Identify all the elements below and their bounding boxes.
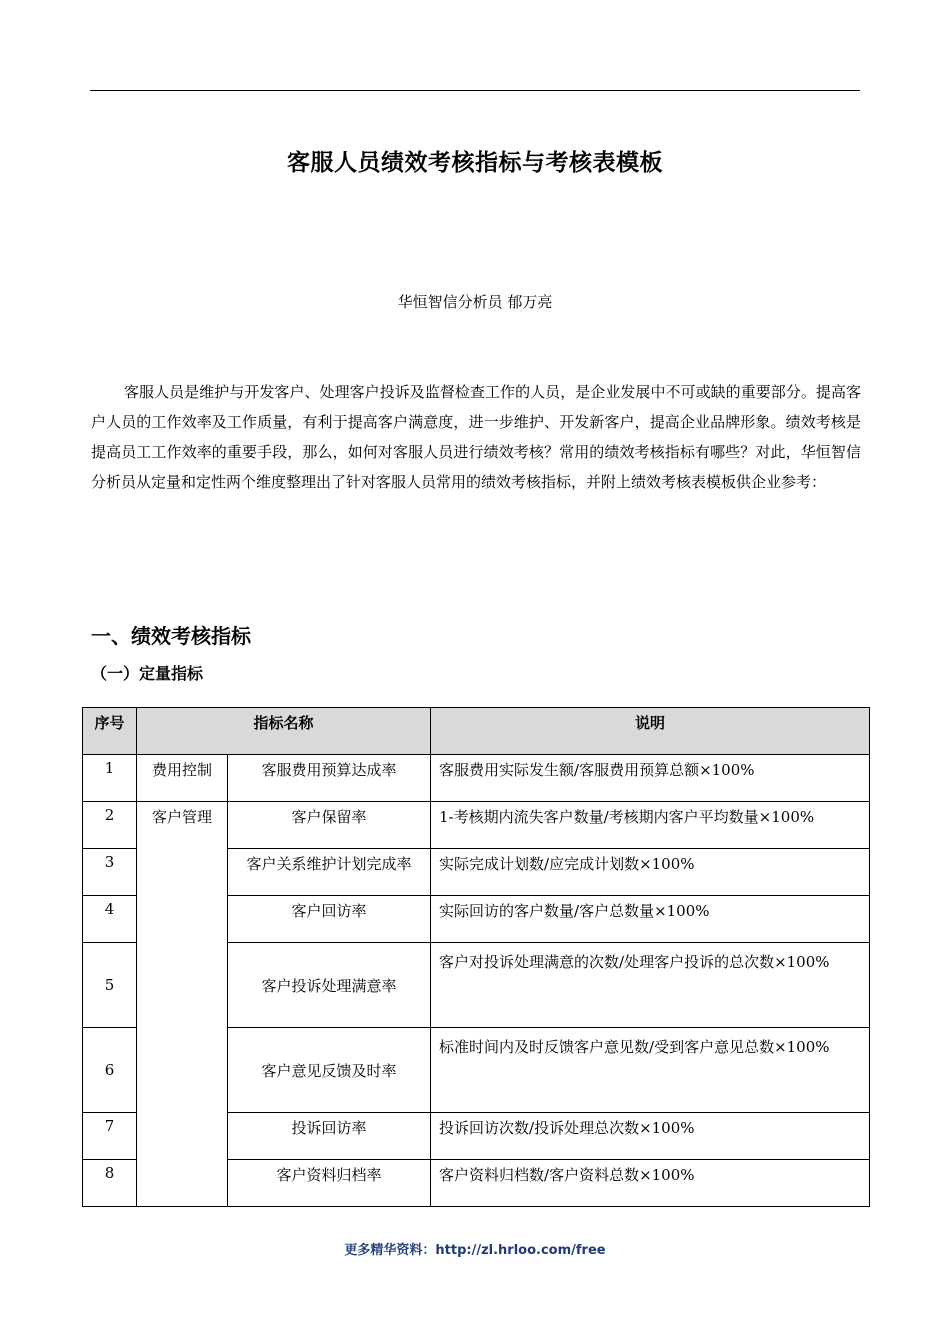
section-heading: 一、绩效考核指标 [91, 624, 251, 648]
row-desc: 1-考核期内流失客户数量/考核期内客户平均数量×100% [431, 802, 870, 849]
row-desc: 实际完成计划数/应完成计划数×100% [431, 849, 870, 896]
row-desc: 投诉回访次数/投诉处理总次数×100% [431, 1113, 870, 1160]
row-desc: 实际回访的客户数量/客户总数量×100% [431, 896, 870, 943]
row-desc: 客户对投诉处理满意的次数/处理客户投诉的总次数×100% [431, 943, 870, 1028]
row-name: 客户意见反馈及时率 [228, 1028, 431, 1113]
kpi-table [82, 707, 870, 1207]
intro-text: 客服人员是维护与开发客户、处理客户投诉及监督检查工作的人员，是企业发展中不可或缺的重要部分。提高客户人员的工作效率及工作质量，有利于提高客户满意度，进一步维护、开发新客户，提高企业品牌形象。绩效考核是提高员工工作效率的重要手段，那么，如何对客服人员进行绩效考核？常用的绩效考核指标有哪些？对此，华恒智信分析员从定量和定性两个维度整理出了针对客服人员常用的绩效考核指标，并附上绩效考核表模板供企业参考： [91, 383, 861, 491]
author-line: 华恒智信分析员 郁万亮 [397, 293, 553, 311]
row-name: 客户回访率 [228, 896, 431, 943]
row-category: 客户管理 [137, 802, 228, 1207]
header-rule [90, 90, 860, 91]
row-no: 8 [83, 1160, 137, 1207]
header-no: 序号 [83, 708, 137, 755]
table-row [83, 802, 870, 849]
row-name: 客户资料归档率 [228, 1160, 431, 1207]
row-category: 费用控制 [137, 755, 228, 802]
table-row [83, 755, 870, 802]
row-no: 5 [83, 943, 137, 1028]
row-name: 客户关系维护计划完成率 [228, 849, 431, 896]
row-no: 3 [83, 849, 137, 896]
row-no: 6 [83, 1028, 137, 1113]
row-desc: 客服费用实际发生额/客服费用预算总额×100% [431, 755, 870, 802]
header-name: 指标名称 [137, 708, 431, 755]
row-desc: 标准时间内及时反馈客户意见数/受到客户意见总数×100% [431, 1028, 870, 1113]
row-name: 客服费用预算达成率 [228, 755, 431, 802]
row-name: 客户保留率 [228, 802, 431, 849]
row-no: 2 [83, 802, 137, 849]
row-name: 投诉回访率 [228, 1113, 431, 1160]
table-header-row [83, 708, 870, 755]
footer-link[interactable]: 更多精华资料：http://zl.hrloo.com/free [344, 1243, 606, 1258]
row-no: 7 [83, 1113, 137, 1160]
intro-paragraph [91, 377, 861, 497]
document-title: 客服人员绩效考核指标与考核表模板 [287, 150, 663, 176]
row-desc: 客户资料归档数/客户资料总数×100% [431, 1160, 870, 1207]
subsection-heading: （一）定量指标 [91, 664, 204, 683]
row-no: 1 [83, 755, 137, 802]
header-desc: 说明 [431, 708, 870, 755]
row-name: 客户投诉处理满意率 [228, 943, 431, 1028]
row-no: 4 [83, 896, 137, 943]
